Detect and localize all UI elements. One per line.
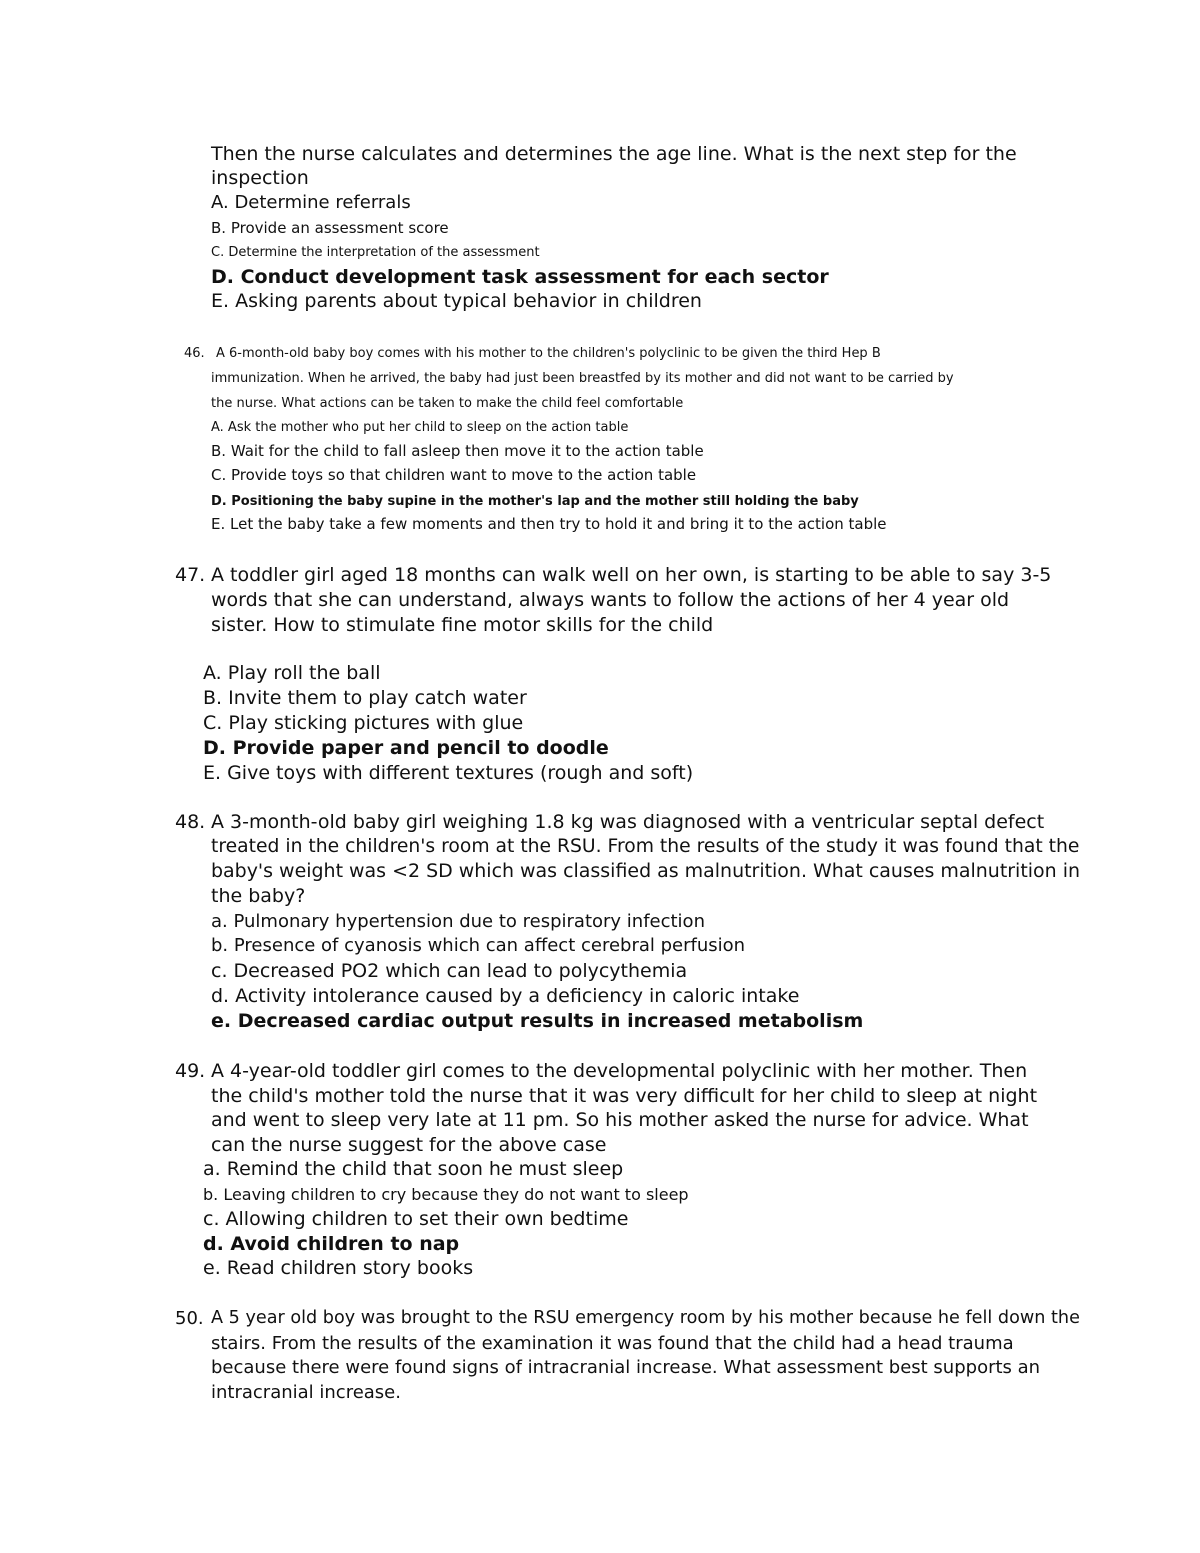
question-47-stem-line: words that she can understand, always wants to follow the actions of her 4 year old — [211, 589, 1010, 611]
question-49-number: 49. — [175, 1060, 206, 1082]
question-46-option-c: C. Provide toys so that children want to move to the action table — [211, 466, 697, 484]
question-48-option-b: b. Presence of cyanosis which can affect cerebral perfusion — [211, 935, 746, 956]
question-50-stem-line: A 5 year old boy was brought to the RSU emergency room by his mother because he fell down the — [211, 1308, 1080, 1328]
question-47-option-b: B. Invite them to play catch water — [203, 687, 527, 709]
question-45-option-d-answer: D. Conduct development task assessment for each sector — [211, 266, 829, 288]
question-48-option-a: a. Pulmonary hypertension due to respiratory infection — [211, 911, 705, 932]
question-49-stem-line: and went to sleep very late at 11 pm. So his mother asked the nurse for advice. What — [211, 1109, 1029, 1131]
question-50-stem-line: intracranial increase. — [211, 1382, 401, 1403]
question-47-option-c: C. Play sticking pictures with glue — [203, 712, 524, 734]
question-46-option-b: B. Wait for the child to fall asleep then move it to the action table — [211, 442, 704, 460]
question-46-option-a: A. Ask the mother who put her child to sleep on the action table — [211, 420, 629, 435]
question-45-option-c: C. Determine the interpretation of the assessment — [211, 245, 540, 260]
question-49-option-b: b. Leaving children to cry because they do not want to sleep — [203, 1185, 689, 1204]
question-46-option-d-answer: D. Positioning the baby supine in the mother's lap and the mother still holding the baby — [211, 494, 859, 509]
question-48-stem-line: baby's weight was <2 SD which was classified as malnutrition. What causes malnutrition in — [211, 860, 1080, 882]
question-47-option-e: E. Give toys with different textures (rough and soft) — [203, 762, 694, 784]
question-47-stem-line: sister. How to stimulate fine motor skills for the child — [211, 614, 714, 636]
question-49-stem-line: the child's mother told the nurse that it was very difficult for her child to sleep at night — [211, 1085, 1038, 1107]
question-45-stem-line: inspection — [211, 167, 309, 189]
question-48-stem-line: A 3-month-old baby girl weighing 1.8 kg was diagnosed with a ventricular septal defect — [211, 811, 1045, 833]
question-45-option-b: B. Provide an assessment score — [211, 219, 449, 237]
question-48-option-e-answer: e. Decreased cardiac output results in increased metabolism — [211, 1010, 864, 1032]
question-49-stem-line: A 4-year-old toddler girl comes to the developmental polyclinic with her mother. Then — [211, 1060, 1028, 1082]
question-49-stem-line: can the nurse suggest for the above case — [211, 1134, 607, 1156]
question-50-stem-line: because there were found signs of intracranial increase. What assessment best supports an — [211, 1357, 1041, 1378]
question-45-option-e: E. Asking parents about typical behavior in children — [211, 290, 702, 312]
question-47-option-d-answer: D. Provide paper and pencil to doodle — [203, 737, 609, 759]
question-50-stem-line: stairs. From the results of the examination it was found that the child had a head trauma — [211, 1333, 1014, 1354]
question-49-option-d-answer: d. Avoid children to nap — [203, 1233, 460, 1255]
question-47-number: 47. — [175, 564, 206, 586]
question-46-option-e: E. Let the baby take a few moments and then try to hold it and bring it to the action table — [211, 515, 887, 533]
question-48-option-c: c. Decreased PO2 which can lead to polycythemia — [211, 960, 688, 982]
question-50-number: 50. — [175, 1308, 204, 1329]
question-46-stem-line: A 6-month-old baby boy comes with his mother to the children's polyclinic to be given the third Hep B — [216, 346, 881, 361]
question-49-option-c: c. Allowing children to set their own bedtime — [203, 1208, 629, 1230]
question-49-option-e: e. Read children story books — [203, 1257, 474, 1279]
question-48-stem-line: treated in the children's room at the RSU. From the results of the study it was found that the — [211, 836, 1080, 857]
question-47-option-a: A. Play roll the ball — [203, 662, 381, 684]
question-45-option-a: A. Determine referrals — [211, 192, 411, 213]
question-48-option-d: d. Activity intolerance caused by a deficiency in caloric intake — [211, 985, 800, 1007]
question-48-number: 48. — [175, 811, 206, 833]
question-49-option-a: a. Remind the child that soon he must sleep — [203, 1158, 624, 1180]
question-47-stem-line: A toddler girl aged 18 months can walk well on her own, is starting to be able to say 3-5 — [211, 564, 1052, 586]
question-46-number: 46. — [184, 346, 205, 361]
question-48-stem-line: the baby? — [211, 885, 306, 907]
question-46-stem-line: the nurse. What actions can be taken to make the child feel comfortable — [211, 396, 684, 411]
question-45-stem-line: Then the nurse calculates and determines the age line. What is the next step for the — [211, 143, 1017, 165]
question-46-stem-line: immunization. When he arrived, the baby had just been breastfed by its mother and did not want to be carried by — [211, 371, 954, 386]
